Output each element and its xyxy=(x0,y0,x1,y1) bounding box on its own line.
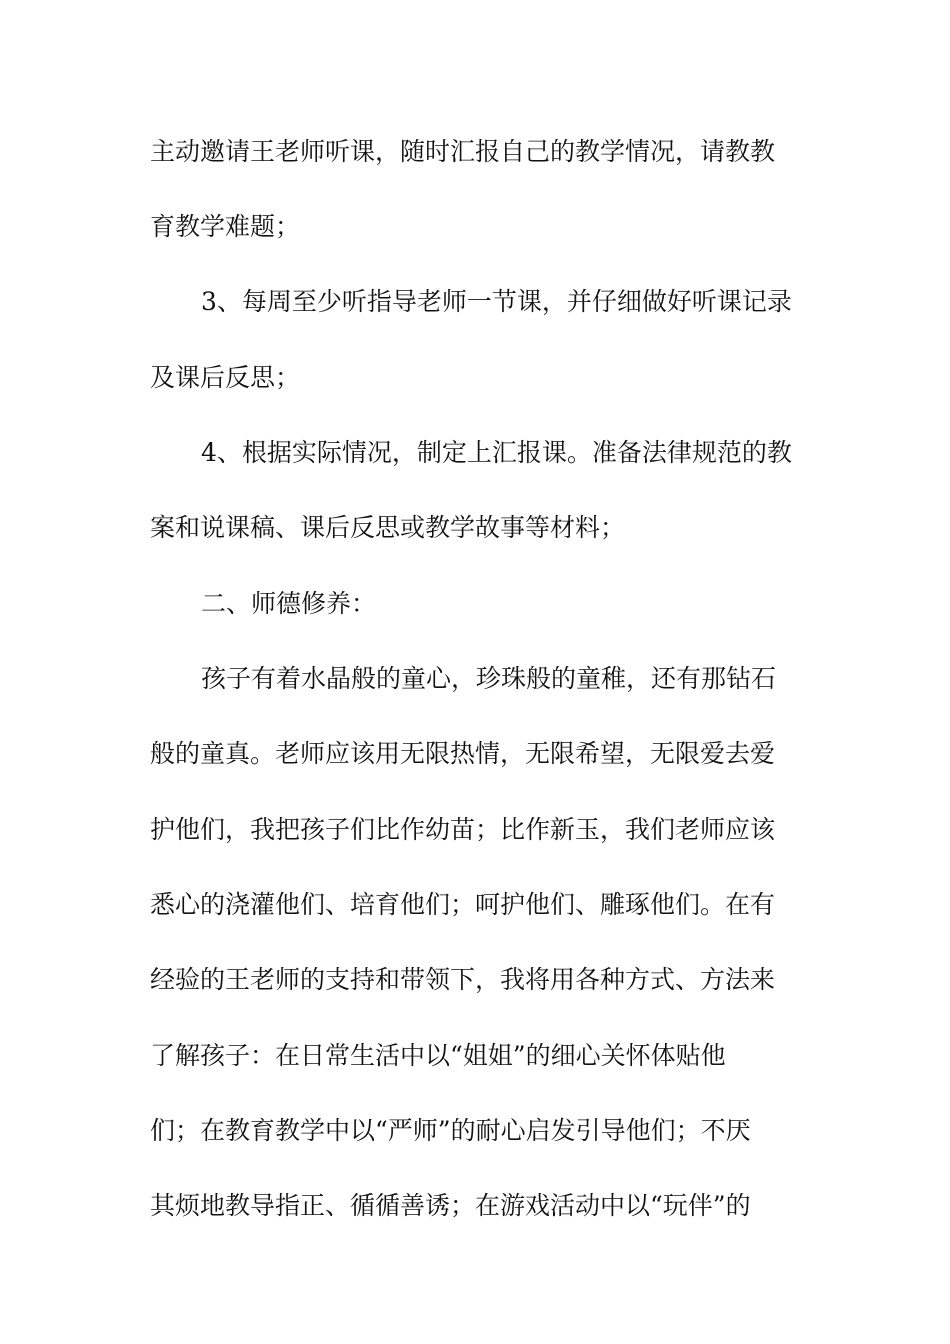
text-line: 悉心的浇灌他们、培育他们；呵护他们、雕琢他们。在有 xyxy=(150,890,776,919)
text-line: 案和说课稿、课后反思或教学故事等材料； xyxy=(150,513,626,542)
text-line: 了解孩子：在日常生活中以“姐姐”的细心关怀体贴他 xyxy=(150,1041,726,1070)
list-item-3: 3、每周至少听指导老师一节课，并仔细做好听课记录 xyxy=(201,287,792,316)
text-line: 及课后反思； xyxy=(150,363,301,392)
text-line: 其烦地教导指正、循循善诱；在游戏活动中以“玩伴”的 xyxy=(150,1191,751,1220)
text-line: 护他们，我把孩子们比作幼苗；比作新玉，我们老师应该 xyxy=(150,815,776,844)
list-item-4: 4、根据实际情况，制定上汇报课。准备法律规范的教 xyxy=(201,438,792,467)
text-line: 主动邀请王老师听课，随时汇报自己的教学情况，请教教 xyxy=(150,137,776,166)
text-line: 般的童真。老师应该用无限热情，无限希望，无限爱去爱 xyxy=(150,739,776,768)
text-line: 们；在教育教学中以“严师”的耐心启发引导他们；不厌 xyxy=(150,1116,751,1145)
section-heading: 二、师德修养： xyxy=(201,589,377,618)
text-line: 经验的王老师的支持和带领下，我将用各种方式、方法来 xyxy=(150,965,776,994)
text-line: 育教学难题； xyxy=(150,212,301,241)
paragraph-start: 孩子有着水晶般的童心，珍珠般的童稚，还有那钻石 xyxy=(201,664,777,693)
